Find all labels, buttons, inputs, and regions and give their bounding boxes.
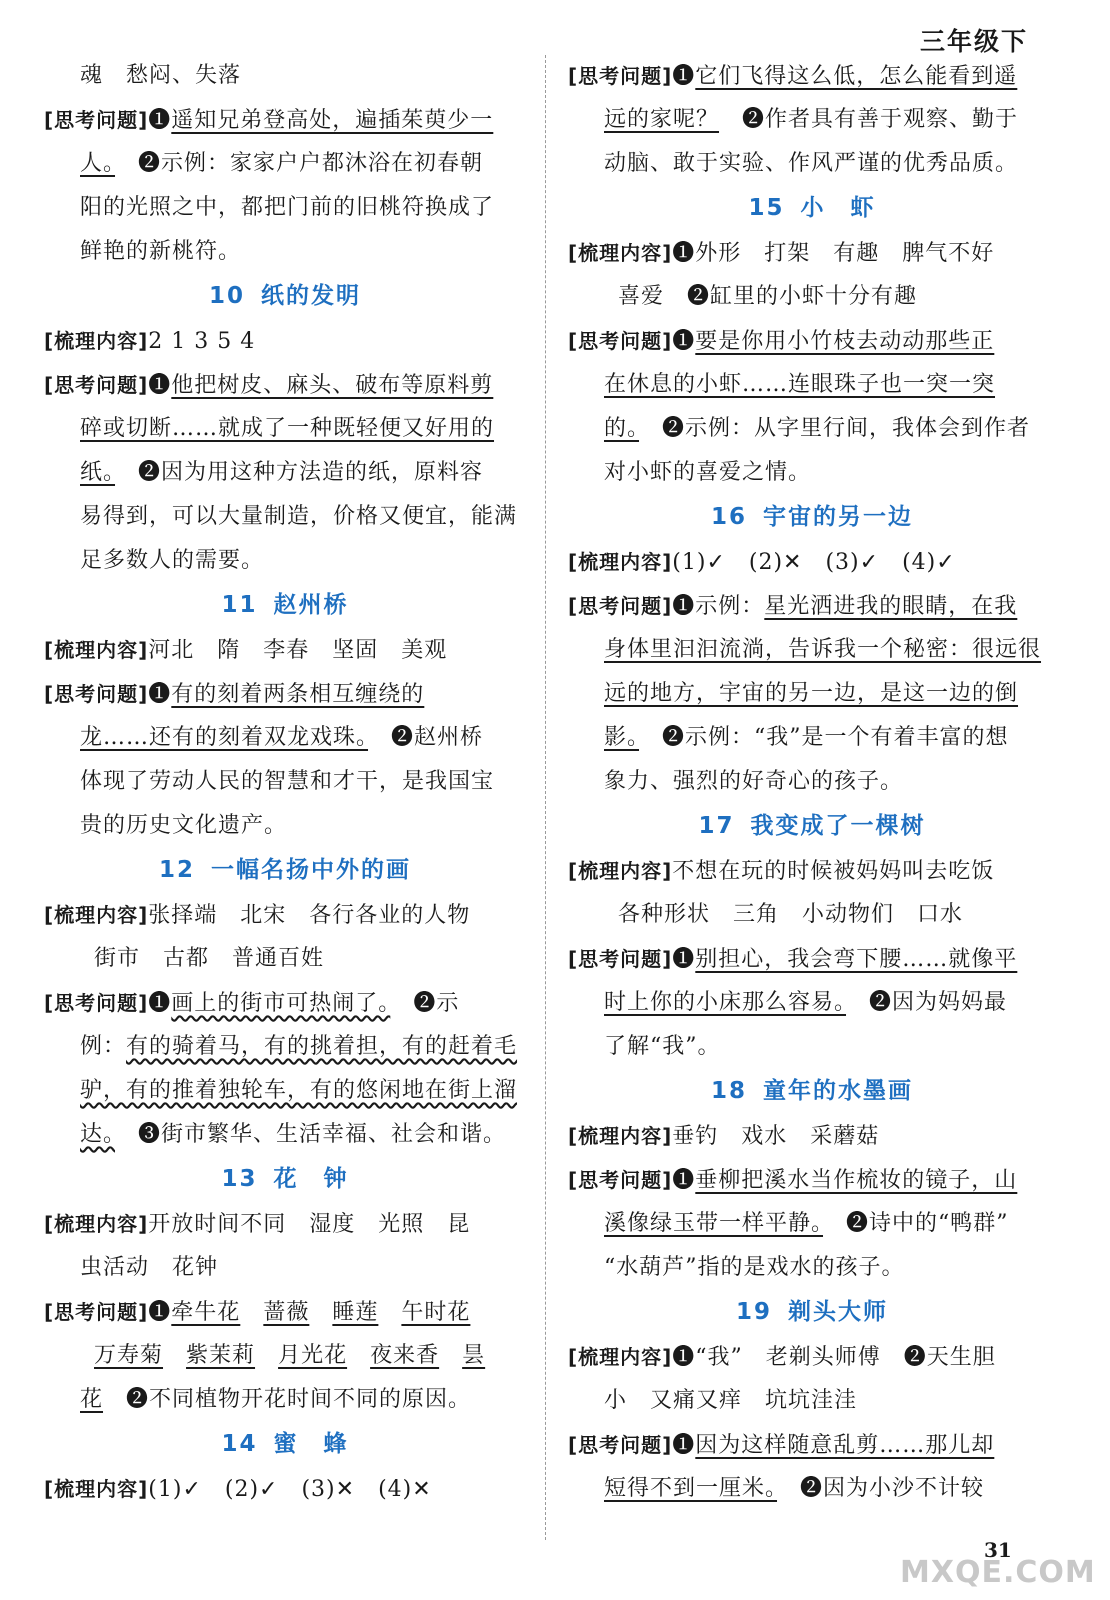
answer-line: 虫活动 花钟 — [80, 1255, 219, 1280]
answer-line: 鲜艳的新桃符。 — [80, 239, 242, 264]
section-tag: [梳理内容] — [568, 1345, 673, 1369]
answer-line: 人。 ❷示例：家家户户都沐浴在初春朝 — [80, 151, 484, 176]
section-tag: [梳理内容] — [44, 638, 149, 662]
lesson-title: 17 我变成了一棵树 — [698, 813, 926, 839]
answer-line: [思考问题]❶牵牛花 蔷薇 睡莲 午时花 — [44, 1300, 471, 1325]
answer-line: 花 ❷不同植物开花时间不同的原因。 — [80, 1387, 472, 1412]
answer-line: 足多数人的需要。 — [80, 548, 265, 573]
answer-line: [思考问题]❶遥知兄弟登高处，遍插茱萸少一 — [44, 108, 494, 133]
answer-line: 各种形状 三角 小动物们 口水 — [618, 902, 964, 927]
answer-line: [梳理内容](1)✓ (2)✓ (3)✕ (4)✕ — [44, 1477, 432, 1502]
answer-line: [梳理内容]2 1 3 5 4 — [44, 329, 256, 354]
answer-line: 喜爱 ❷缸里的小虾十分有趣 — [618, 284, 918, 309]
answer-line: [梳理内容]开放时间不同 湿度 光照 昆 — [44, 1212, 471, 1237]
left-column — [44, 54, 526, 1511]
answer-line: [思考问题]❶示例：星光洒进我的眼睛，在我 — [568, 594, 1018, 619]
answer-line: [梳理内容]张择端 北宋 各行各业的人物 — [44, 903, 471, 928]
answer-line: [梳理内容]不想在玩的时候被妈妈叫去吃饭 — [568, 859, 995, 884]
answer-line: 龙……还有的刻着双龙戏珠。 ❷赵州桥 — [80, 725, 484, 750]
answer-line: [思考问题]❶画上的街市可热闹了。 ❷示 — [44, 991, 460, 1016]
lesson-title: 14 蜜 蜂 — [221, 1431, 349, 1457]
answer-line: 动脑、敢于实验、作风严谨的优秀品质。 — [604, 151, 1019, 176]
section-tag: [思考问题] — [568, 947, 673, 971]
section-tag: [思考问题] — [44, 991, 149, 1015]
answer-line: 时上你的小床那么容易。 ❷因为妈妈最 — [604, 990, 1008, 1015]
answer-line: 例：有的骑着马，有的挑着担，有的赶着毛 — [80, 1034, 518, 1059]
lesson-title: 10 纸的发明 — [208, 283, 361, 309]
answer-line: 溪像绿玉带一样平静。 ❷诗中的“鸭群” — [604, 1211, 1009, 1236]
answer-line: 的。 ❷示例：从字里行间，我体会到作者 — [604, 416, 1031, 441]
page-number: 31 — [984, 1538, 1012, 1562]
section-tag: [梳理内容] — [568, 859, 673, 883]
lesson-title: 16 宇宙的另一边 — [710, 504, 913, 530]
answer-line: 身体里汩汩流淌，告诉我一个秘密：很远很 — [604, 637, 1042, 662]
section-tag: [梳理内容] — [44, 1212, 149, 1236]
section-tag: [梳理内容] — [568, 550, 673, 574]
lesson-title: 15 小 虾 — [748, 195, 876, 221]
section-tag: [梳理内容] — [44, 1477, 149, 1501]
answer-line: 碎或切断……就成了一种既轻便又好用的 — [80, 416, 495, 441]
answer-line: 驴，有的推着独轮车，有的悠闲地在街上溜 — [80, 1078, 518, 1103]
section-tag: [思考问题] — [44, 108, 149, 132]
answer-line: [梳理内容]❶外形 打架 有趣 脾气不好 — [568, 241, 995, 266]
answer-line: [思考问题]❶有的刻着两条相互缠绕的 — [44, 682, 425, 707]
lesson-title: 11 赵州桥 — [221, 592, 349, 618]
column-divider — [545, 55, 546, 1540]
answer-line: 象力、强烈的好奇心的孩子。 — [604, 769, 904, 794]
answer-line: 影。 ❷示例：“我”是一个有着丰富的想 — [604, 725, 1009, 750]
answer-line: [梳理内容]河北 隋 李春 坚固 美观 — [44, 638, 448, 663]
answer-line: 远的家呢？ ❷作者具有善于观察、勤于 — [604, 107, 1019, 132]
answer-line: 小 又痛又痒 坑坑洼洼 — [604, 1388, 858, 1413]
answer-line: 魂 愁闷、失落 — [80, 63, 242, 88]
section-tag: [梳理内容] — [44, 903, 149, 927]
lesson-title: 12 一幅名扬中外的画 — [158, 857, 411, 883]
answer-line: 贵的历史文化遗产。 — [80, 813, 288, 838]
answer-line: [思考问题]❶垂柳把溪水当作梳妆的镜子，山 — [568, 1168, 1018, 1193]
answer-line: 易得到，可以大量制造，价格又便宜，能满 — [80, 504, 518, 529]
right-column — [568, 54, 1056, 1511]
answer-line: “水葫芦”指的是戏水的孩子。 — [604, 1255, 905, 1280]
lesson-title: 18 童年的水墨画 — [710, 1078, 913, 1104]
section-tag: [梳理内容] — [44, 329, 149, 353]
lesson-title: 19 剃头大师 — [735, 1299, 888, 1325]
answer-line: 体现了劳动人民的智慧和才干，是我国宝 — [80, 769, 495, 794]
answer-line: [梳理内容]垂钓 戏水 采蘑菇 — [568, 1124, 880, 1149]
section-tag: [思考问题] — [568, 594, 673, 618]
section-tag: [思考问题] — [568, 329, 673, 353]
watermark: MXQE.COM — [900, 1555, 1096, 1590]
answer-line: 对小虾的喜爱之情。 — [604, 460, 812, 485]
answer-line: 了解“我”。 — [604, 1034, 721, 1059]
answer-line: 万寿菊 紫茉莉 月光花 夜来香 昙 — [94, 1343, 486, 1368]
answer-line: [梳理内容]❶“我” 老剃头师傅 ❷天生胆 — [568, 1345, 996, 1370]
answer-line: 街市 古都 普通百姓 — [94, 946, 325, 971]
answer-line: [思考问题]❶因为这样随意乱剪……那儿却 — [568, 1433, 995, 1458]
answer-line: 阳的光照之中，都把门前的旧桃符换成了 — [80, 195, 495, 220]
lesson-title: 13 花 钟 — [221, 1166, 349, 1192]
section-tag: [思考问题] — [568, 64, 673, 88]
section-tag: [梳理内容] — [568, 241, 673, 265]
answer-line: [思考问题]❶它们飞得这么低，怎么能看到遥 — [568, 64, 1018, 89]
section-tag: [思考问题] — [44, 1300, 149, 1324]
grade-label: 三年级下 — [919, 27, 1028, 56]
answer-line: 纸。 ❷因为用这种方法造的纸，原料容 — [80, 460, 484, 485]
section-tag: [梳理内容] — [568, 1124, 673, 1148]
answer-line: 达。 ❸街市繁华、生活幸福、社会和谐。 — [80, 1122, 507, 1147]
section-tag: [思考问题] — [44, 682, 149, 706]
answer-line: 在休息的小虾……连眼珠子也一突一突 — [604, 372, 996, 397]
answer-line: 远的地方，宇宙的另一边，是这一边的倒 — [604, 681, 1019, 706]
answer-line: [思考问题]❶他把树皮、麻头、破布等原料剪 — [44, 373, 494, 398]
answer-line: [思考问题]❶别担心，我会弯下腰……就像平 — [568, 947, 1018, 972]
section-tag: [思考问题] — [568, 1433, 673, 1457]
section-tag: [思考问题] — [568, 1168, 673, 1192]
section-tag: [思考问题] — [44, 373, 149, 397]
answer-line: [思考问题]❶要是你用小竹枝去动动那些正 — [568, 329, 995, 354]
answer-line: [梳理内容](1)✓ (2)✕ (3)✓ (4)✓ — [568, 550, 956, 575]
answer-line: 短得不到一厘米。 ❷因为小沙不计较 — [604, 1476, 985, 1501]
